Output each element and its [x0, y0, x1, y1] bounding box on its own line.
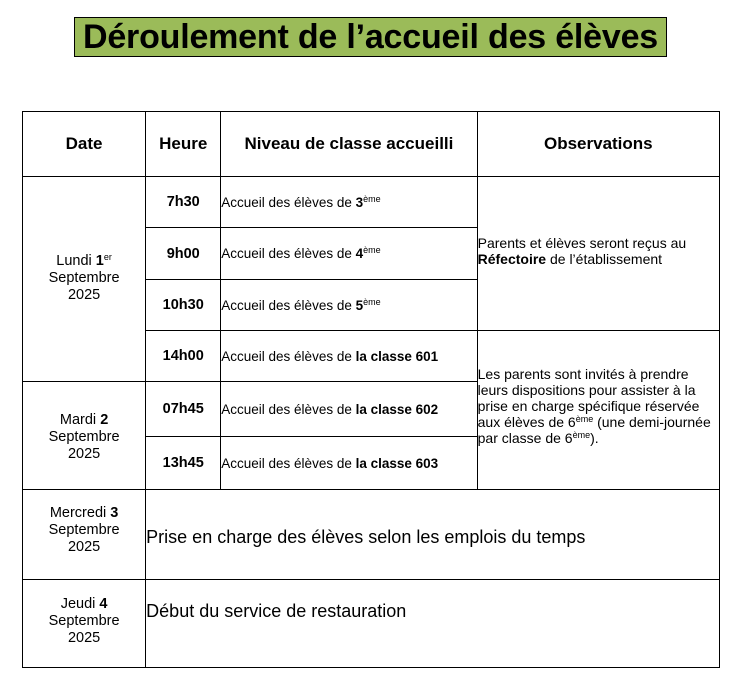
- time-cell: [146, 382, 221, 437]
- time-cell: [146, 177, 221, 228]
- level-cell: [221, 177, 477, 228]
- level-cell: [221, 331, 477, 382]
- month: Septembre: [48, 429, 120, 445]
- observation-text-2: (une demi-journée par classe de 6: [477, 414, 711, 446]
- day-number: 3: [110, 505, 119, 521]
- wide-text: Prise en charge des élèves selon les emplois du temps: [146, 527, 586, 547]
- year: 2025: [67, 539, 101, 555]
- level-prefix: Accueil des élèves de: [221, 348, 356, 364]
- level-bold: 3: [355, 194, 364, 210]
- header-niveau: Niveau de classe accueilli: [221, 112, 477, 177]
- day-number: 1: [95, 252, 104, 269]
- time-cell: [146, 280, 221, 331]
- date-cell-mardi: [23, 382, 146, 490]
- schedule-table: [22, 111, 720, 668]
- year: 2025: [67, 630, 101, 646]
- day-suffix: er: [103, 251, 112, 262]
- wide-text: Début du service de restauration: [146, 601, 407, 621]
- level-bold: la classe 601: [355, 348, 439, 364]
- time: 14h00: [162, 348, 204, 364]
- time: 10h30: [162, 297, 204, 313]
- title-banner: [74, 17, 667, 57]
- level-prefix: Accueil des élèves de: [221, 194, 356, 210]
- level-cell: [221, 228, 477, 280]
- wide-cell: [146, 490, 720, 580]
- date-cell-lundi: [23, 177, 146, 382]
- observation-text: Les parents sont invités à prendre leurs dispositions pour assister à la prise en charge spécifique réservée aux élèves de 6: [477, 366, 700, 430]
- date-cell-mercredi: [23, 490, 146, 580]
- header-heure: Heure: [146, 112, 221, 177]
- time: 7h30: [166, 194, 200, 210]
- wide-cell: [146, 580, 720, 668]
- level-prefix: Accueil des élèves de: [221, 455, 356, 471]
- observation-bold: Réfectoire: [477, 250, 547, 267]
- day-name: Mardi: [59, 412, 101, 428]
- time-cell: [146, 228, 221, 280]
- table-row: [23, 580, 720, 668]
- header-row: [23, 112, 720, 177]
- level-prefix: Accueil des élèves de: [221, 246, 356, 261]
- observation-text-3: ).: [590, 430, 599, 446]
- year: 2025: [67, 286, 101, 303]
- level-bold: la classe 602: [355, 401, 439, 417]
- day-name: Mercredi: [49, 505, 111, 521]
- table-row: [23, 177, 720, 228]
- level-bold: 4: [355, 246, 364, 261]
- year: 2025: [67, 446, 101, 462]
- observation-text: Parents et élèves seront reçus au: [477, 234, 687, 251]
- date-cell-jeudi: [23, 580, 146, 668]
- time-cell: [146, 437, 221, 490]
- level-bold: 5: [355, 297, 364, 313]
- month: Septembre: [48, 613, 120, 629]
- time: 13h45: [162, 455, 204, 471]
- level-suffix: ème: [363, 193, 381, 204]
- month: Septembre: [48, 269, 120, 286]
- level-prefix: Accueil des élèves de: [221, 297, 356, 313]
- observation-suffix-2: ème: [572, 430, 591, 440]
- day-name: Jeudi: [60, 596, 100, 612]
- observation-suffix: ème: [575, 414, 594, 424]
- day-number: 2: [100, 412, 109, 428]
- observation-text-rest: de l’établissement: [546, 250, 663, 267]
- day-name: Lundi: [56, 252, 96, 269]
- time: 07h45: [162, 401, 204, 417]
- time-cell: [146, 331, 221, 382]
- observation-cell-refectoire: [477, 177, 719, 331]
- level-suffix: ème: [363, 296, 381, 307]
- day-number: 4: [99, 596, 108, 612]
- level-bold: la classe 603: [355, 455, 439, 471]
- header-date: Date: [23, 112, 146, 177]
- level-cell: [221, 437, 477, 490]
- month: Septembre: [48, 522, 120, 538]
- level-cell: [221, 280, 477, 331]
- header-observations: Observations: [477, 112, 719, 177]
- level-cell: [221, 382, 477, 437]
- page-title: Déroulement de l’accueil des élèves: [82, 17, 659, 56]
- observation-cell-sixieme: [477, 331, 719, 490]
- level-prefix: Accueil des élèves de: [221, 401, 356, 417]
- table-row: [23, 490, 720, 580]
- level-suffix: ème: [363, 245, 381, 255]
- time: 9h00: [166, 245, 200, 262]
